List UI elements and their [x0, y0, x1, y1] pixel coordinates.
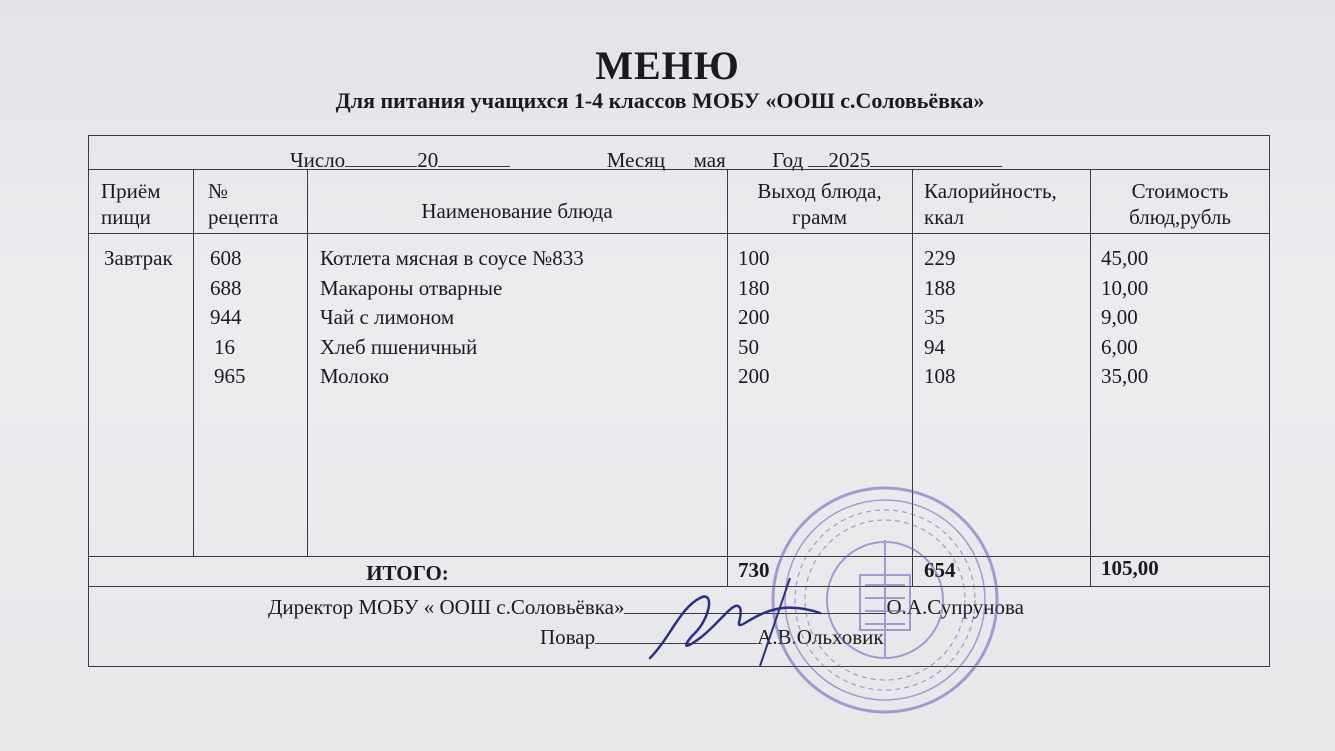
rule-header-bottom	[88, 233, 1270, 234]
table-row-dish: Хлеб пшеничный	[320, 334, 478, 359]
header-meal: Приём пищи	[101, 179, 161, 229]
recipe-column	[210, 244, 246, 392]
rule-col-3	[727, 169, 728, 587]
table-row-kcal: 229	[924, 246, 956, 270]
page-title: МЕНЮ	[595, 43, 740, 88]
day-label: Число	[290, 148, 346, 172]
year-label: Год	[772, 148, 804, 172]
yield-column	[738, 244, 770, 392]
month-label: Месяц	[606, 148, 666, 172]
table-row-recipe: 944	[210, 305, 242, 329]
table-row-dish: Котлета мясная в соусе №833	[320, 246, 584, 270]
dish-column	[320, 244, 584, 392]
rule-col-1	[193, 169, 194, 557]
table-row-cost: 35,00	[1101, 364, 1149, 388]
table-row-kcal: 35	[924, 305, 945, 329]
table-row-kcal: 108	[924, 364, 956, 388]
total-yield: 730	[738, 558, 770, 582]
table-row-yield: 200	[738, 305, 770, 329]
table-row-cost: 45,00	[1101, 246, 1149, 270]
cost-column	[1101, 244, 1148, 392]
table-row-yield: 180	[738, 275, 770, 300]
cook-label: Повар	[540, 625, 596, 649]
meal-name: Завтрак	[104, 246, 173, 270]
table-row-recipe: 688	[210, 275, 242, 300]
total-label: ИТОГО:	[366, 561, 449, 585]
kcal-column	[924, 244, 956, 392]
table-row-recipe: 16	[214, 334, 235, 359]
director-name: О.А.Супрунова	[886, 595, 1024, 619]
year-value: 2025	[828, 148, 871, 172]
table-row-cost: 10,00	[1101, 275, 1149, 300]
total-kcal: 654	[924, 558, 956, 582]
table-row-dish: Макароны отварные	[320, 275, 503, 300]
table-row-dish: Молоко	[320, 364, 389, 388]
director-label: Директор МОБУ « ООШ с.Соловьёвка»	[268, 595, 625, 619]
header-recipe: № рецепта	[208, 179, 279, 229]
rule-col-5	[1090, 169, 1091, 587]
date-line	[290, 146, 1002, 171]
header-yield: Выход блюда, грамм	[757, 179, 882, 229]
table-row-yield: 100	[738, 246, 770, 270]
table-row-kcal: 188	[924, 275, 956, 300]
table-row-kcal: 94	[924, 334, 945, 359]
table-row-recipe: 965	[214, 364, 246, 388]
month-value: мая	[693, 148, 726, 172]
day-value: 20	[417, 148, 439, 172]
director-signature-icon	[640, 578, 830, 668]
table-row-cost: 9,00	[1101, 305, 1138, 329]
total-cost: 105,00	[1101, 556, 1159, 580]
header-dish: Наименование блюда	[421, 199, 613, 223]
page-subtitle: Для питания учащихся 1-4 классов МОБУ «ООШ с.Соловьёвка»	[335, 88, 985, 113]
table-row-yield: 50	[738, 334, 759, 359]
table-row-cost: 6,00	[1101, 334, 1138, 359]
rule-col-2	[307, 169, 308, 557]
table-row-recipe: 608	[210, 246, 242, 270]
header-calories: Калорийность, ккал	[924, 179, 1057, 229]
cook-name: А.В.Ольховик	[757, 625, 884, 649]
table-row-yield: 200	[738, 364, 770, 388]
table-row-dish: Чай с лимоном	[320, 305, 455, 329]
header-cost: Стоимость блюд,рубль	[1129, 179, 1231, 229]
rule-body-bottom	[88, 556, 1270, 557]
